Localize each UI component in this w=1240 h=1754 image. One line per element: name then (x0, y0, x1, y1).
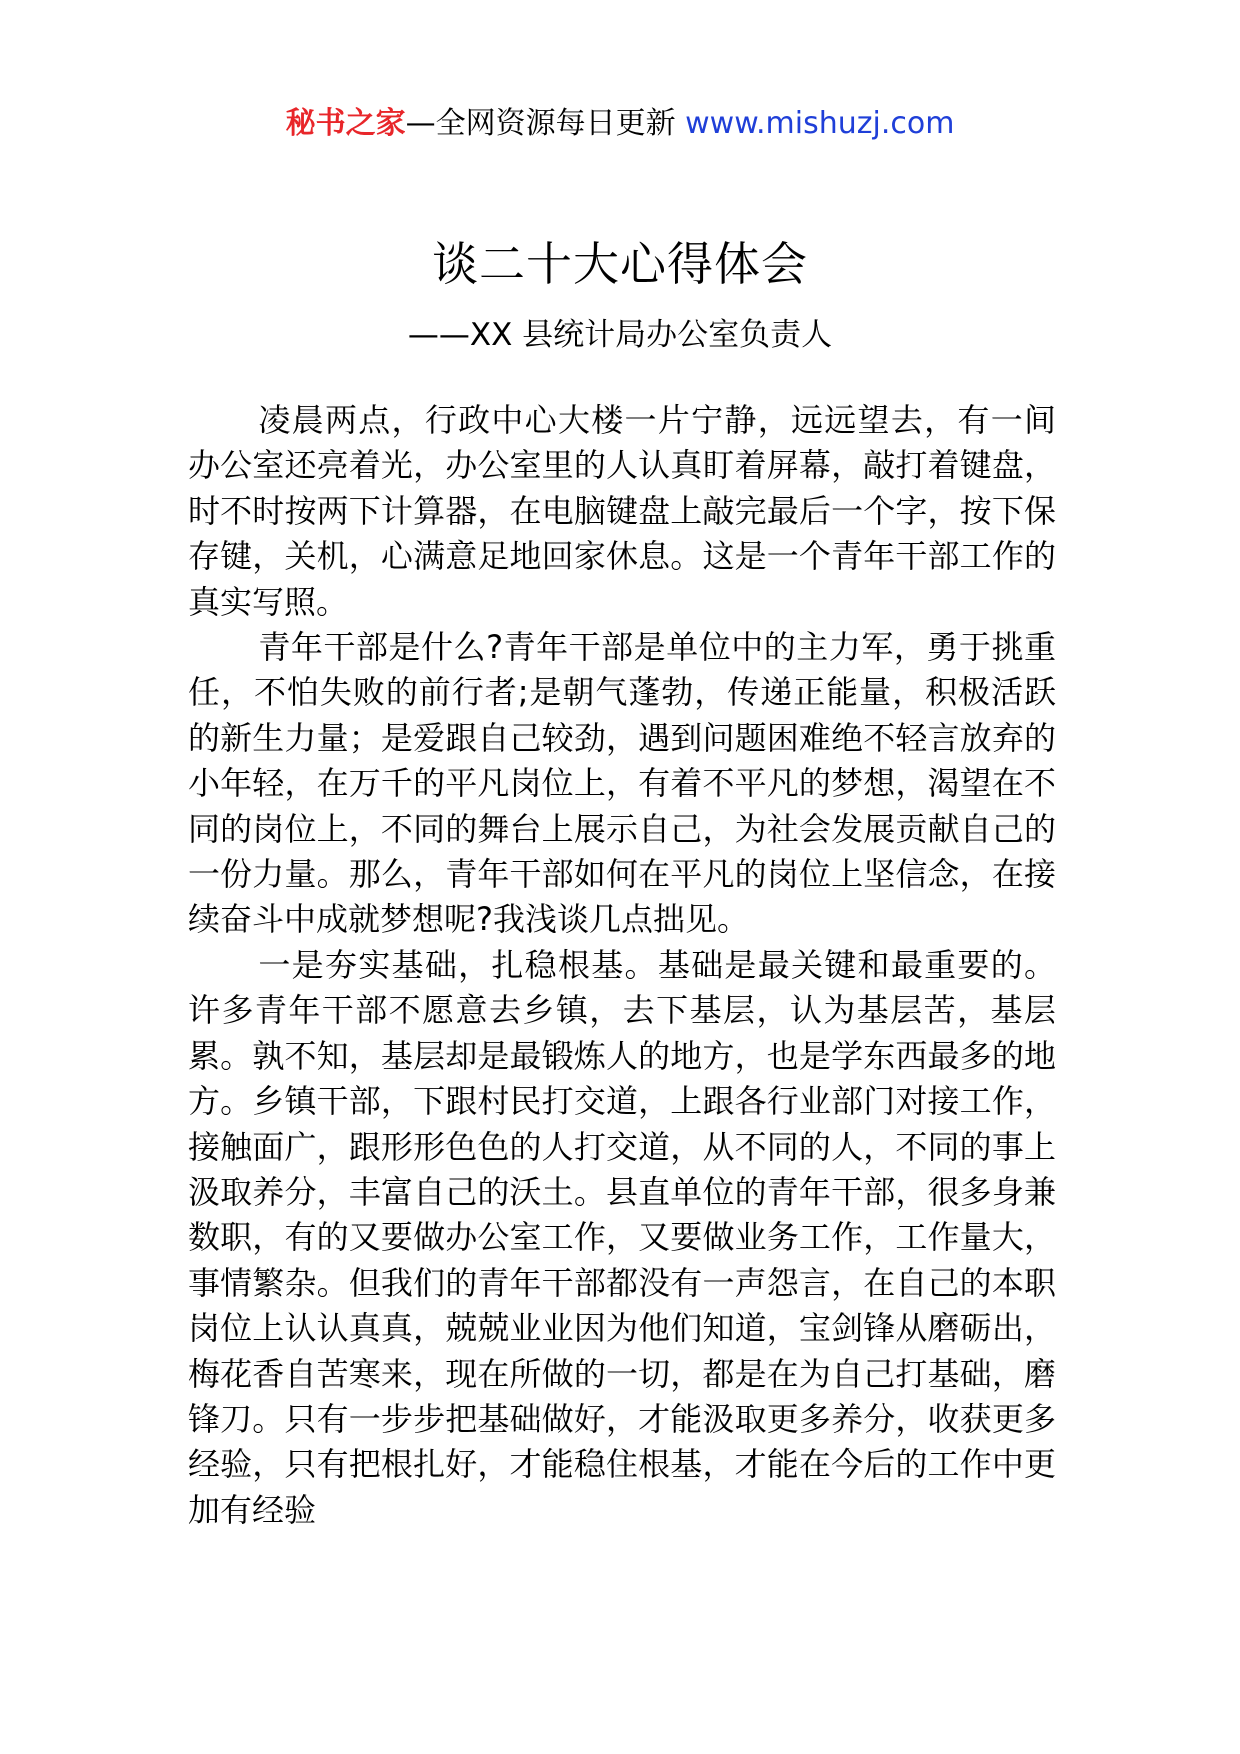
paragraph-2: 青年干部是什么?青年干部是单位中的主力军，勇于挑重任，不怕失败的前行者;是朝气蓬勃，传递正能量，积极活跃的新生力量；是爱跟自己较劲，遇到问题困难绝不轻言放弃的小年轻，在万千的平凡岗位上，有着不平凡的梦想，渴望在不同的岗位上，不同的舞台上展示自己，为社会发展贡献自己的一份力量。那么，青年干部如何在平凡的岗位上坚信念，在接续奋斗中成就梦想呢?我浅谈几点拙见。 (188, 628, 1056, 939)
site-brand: 秘书之家 (285, 106, 406, 141)
site-tagline: —全网资源每日更新 (405, 106, 686, 141)
site-header (0, 104, 1240, 144)
site-url-link[interactable]: www.mishuzj.com (685, 106, 955, 141)
document-title: 谈二十大心得体会 (432, 237, 808, 291)
document-body (188, 398, 1056, 1533)
document-subtitle: ——XX 县统计局办公室负责人 (407, 317, 833, 353)
paragraph-3: 一是夯实基础，扎稳根基。基础是最关键和最重要的。许多青年干部不愿意去乡镇，去下基层，认为基层苦，基层累。孰不知，基层却是最锻炼人的地方，也是学东西最多的地方。乡镇干部，下跟村民打交道，上跟各行业部门对接工作，接触面广，跟形形色色的人打交道，从不同的人，不同的事上汲取养分，丰富自己的沃土。县直单位的青年干部，很多身兼数职，有的又要做办公室工作，又要做业务工作，工作量大，事情繁杂。但我们的青年干部都没有一声怨言，在自己的本职岗位上认认真真，兢兢业业因为他们知道，宝剑锋从磨砺出，梅花香自苦寒来，现在所做的一切，都是在为自己打基础，磨锋刀。只有一步步把基础做好，才能汲取更多养分，收获更多经验，只有把根扎好，才能稳住根基，才能在今后的工作中更加有经验 (188, 945, 1056, 1529)
paragraph-1: 凌晨两点，行政中心大楼一片宁静，远远望去，有一间办公室还亮着光，办公室里的人认真盯着屏幕，敲打着键盘，时不时按两下计算器，在电脑键盘上敲完最后一个字，按下保存键，关机，心满意足地回家休息。这是一个青年干部工作的真实写照。 (188, 401, 1056, 621)
